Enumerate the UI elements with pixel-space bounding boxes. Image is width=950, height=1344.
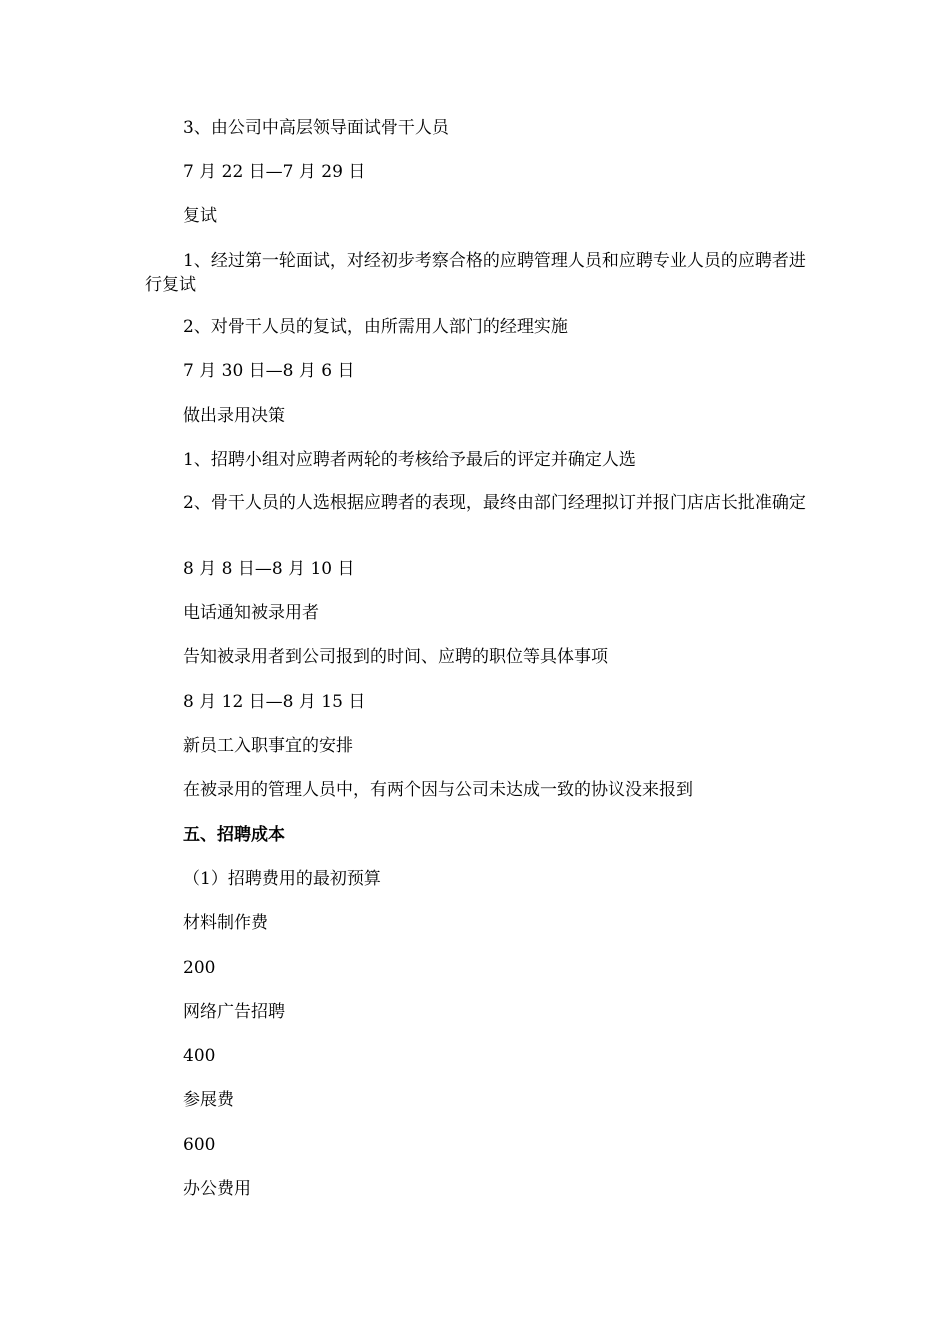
cost-value-materials: 200: [183, 958, 216, 978]
date-range-notify: 8 月 12 日—8 月 15 日: [183, 692, 366, 712]
stage-title-phone-notify: 电话通知被录用者: [183, 603, 319, 623]
initial-budget-title: （1）招聘费用的最初预算: [183, 869, 381, 889]
section-heading-recruitment-cost: 五、招聘成本: [183, 825, 285, 845]
cost-item-office: 办公费用: [183, 1179, 251, 1199]
stage-title-hiring-decision: 做出录用决策: [183, 406, 285, 426]
cost-value-online-ads: 400: [183, 1046, 216, 1066]
date-range-first-interview: 7 月 22 日—7 月 29 日: [183, 162, 366, 182]
cost-item-online-ads: 网络广告招聘: [183, 1002, 285, 1022]
stage-title-reexam: 复试: [183, 206, 217, 226]
cost-value-exhibition: 600: [183, 1135, 216, 1155]
decision-item-2: 2、骨干人员的人选根据应聘者的表现，最终由部门经理拟订并报门店店长批准确定: [183, 493, 806, 513]
onboarding-note: 在被录用的管理人员中，有两个因与公司未达成一致的协议没来报到: [183, 780, 693, 800]
reexam-item-1: 1、经过第一轮面试，对经初步考察合格的应聘管理人员和应聘专业人员的应聘者进行复试: [145, 251, 806, 295]
date-range-decision: 8 月 8 日—8 月 10 日: [183, 559, 355, 579]
reexam-item-2: 2、对骨干人员的复试，由所需用人部门的经理实施: [183, 317, 568, 337]
decision-item-1: 1、招聘小组对应聘者两轮的考核给予最后的评定并确定人选: [183, 450, 636, 470]
cost-item-exhibition: 参展费: [183, 1090, 234, 1110]
date-range-reexam: 7 月 30 日—8 月 6 日: [183, 361, 355, 381]
cost-item-materials: 材料制作费: [183, 913, 268, 933]
step-3-interview-key-staff: 3、由公司中高层领导面试骨干人员: [183, 118, 449, 138]
notify-detail: 告知被录用者到公司报到的时间、应聘的职位等具体事项: [183, 647, 608, 667]
stage-title-onboarding: 新员工入职事宜的安排: [183, 736, 353, 756]
